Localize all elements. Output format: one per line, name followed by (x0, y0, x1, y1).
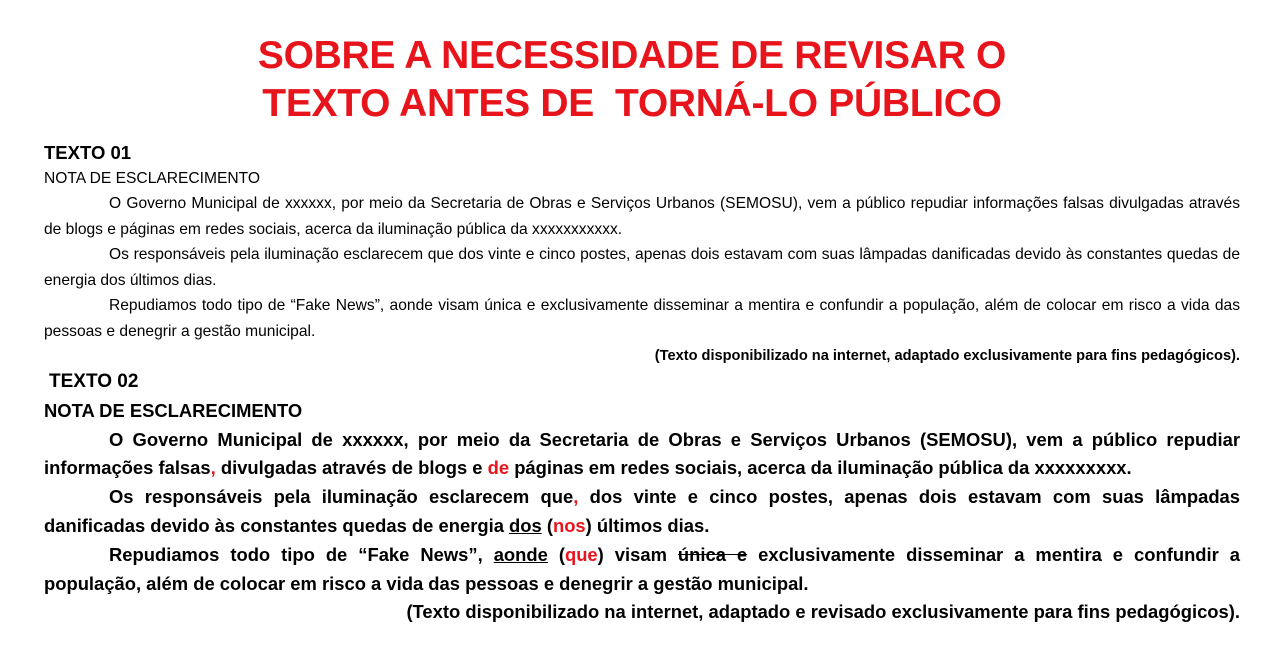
text-segment: ( (541, 514, 553, 536)
text-segment: O Governo Municipal de xxxxxx, por meio da Secretaria de Obras e Serviços Urbanos (SEMOSU), vem a público repudiar informações falsas (44, 428, 1240, 479)
inserted-word-de: de (487, 457, 510, 479)
underlined-word-aonde: aonde (493, 543, 548, 565)
texto-01-heading: TEXTO 01 (44, 142, 132, 163)
title-line-1: SOBRE A NECESSIDADE DE REVISAR O (257, 34, 1007, 77)
text-segment: ) últimos dias. (585, 514, 710, 536)
inserted-comma: , (210, 457, 216, 479)
text-segment: Os responsáveis pela iluminação esclarecem que (109, 486, 574, 508)
text-segment: Repudiamos todo tipo de “Fake News”, (109, 543, 494, 565)
underlined-word-dos: dos (509, 514, 542, 536)
texto-02-block (44, 368, 1240, 627)
texto-01-source: (Texto disponibilizado na internet, adaptado exclusivamente para fins pedagógicos). (654, 348, 1240, 364)
texto-02-paragraph-2 (44, 483, 1240, 541)
texto-01-paragraph-2: Os responsáveis pela iluminação esclarecem que dos vinte e cinco postes, apenas dois estavam com suas lâmpadas danificadas devido às constantes quedas de energia dos últimos dias. (44, 246, 1240, 289)
struck-words-unica-e: única e (677, 543, 748, 565)
texto-01-paragraph-1: O Governo Municipal de xxxxxx, por meio da Secretaria de Obras e Serviços Urbanos (SEMOSU), vem a público repudiar informações falsas divulgadas através de blogs e páginas em redes sociais, acerca da iluminação pública da xxxxxxxxxxx. (44, 195, 1240, 238)
text-segment: exclusivamente disseminar a mentira e confundir a população, além de colocar em risco a vida das pessoas e denegrir a gestão municipal. (44, 543, 1241, 594)
texto-02-paragraph-3 (44, 541, 1240, 599)
text-segment: páginas em redes sociais, acerca da iluminação pública da xxxxxxxxx. (509, 457, 1132, 479)
texto-01-block (44, 140, 1240, 370)
texto-02-source: (Texto disponibilizado na internet, adaptado e revisado exclusivamente para fins pedagógicos). (406, 601, 1240, 623)
text-segment: ) visam (597, 543, 678, 565)
correction-que: que (564, 543, 598, 565)
texto-02-paragraph-1 (44, 426, 1240, 484)
inserted-comma: , (573, 486, 579, 508)
texto-02-heading: TEXTO 02 (49, 371, 139, 392)
texto-01-subheading: NOTA DE ESCLARECIMENTO (44, 169, 261, 187)
texto-01-paragraph-3: Repudiamos todo tipo de “Fake News”, aonde visam única e exclusivamente disseminar a mentira e confundir a população, além de colocar em risco a vida das pessoas e denegrir a gestão municipal. (44, 297, 1240, 340)
slide-title (0, 32, 1264, 128)
correction-nos: nos (552, 514, 586, 536)
text-segment: divulgadas através de blogs e (215, 457, 488, 479)
text-segment: ( (547, 543, 565, 565)
title-line-2: TEXTO ANTES DE TORNÁ-LO PÚBLICO (262, 82, 1002, 125)
texto-02-subheading: NOTA DE ESCLARECIMENTO (44, 399, 303, 421)
text-segment: dos vinte e cinco postes, apenas dois estavam com suas lâmpadas danificadas devido às constantes quedas de energia (44, 486, 1241, 536)
